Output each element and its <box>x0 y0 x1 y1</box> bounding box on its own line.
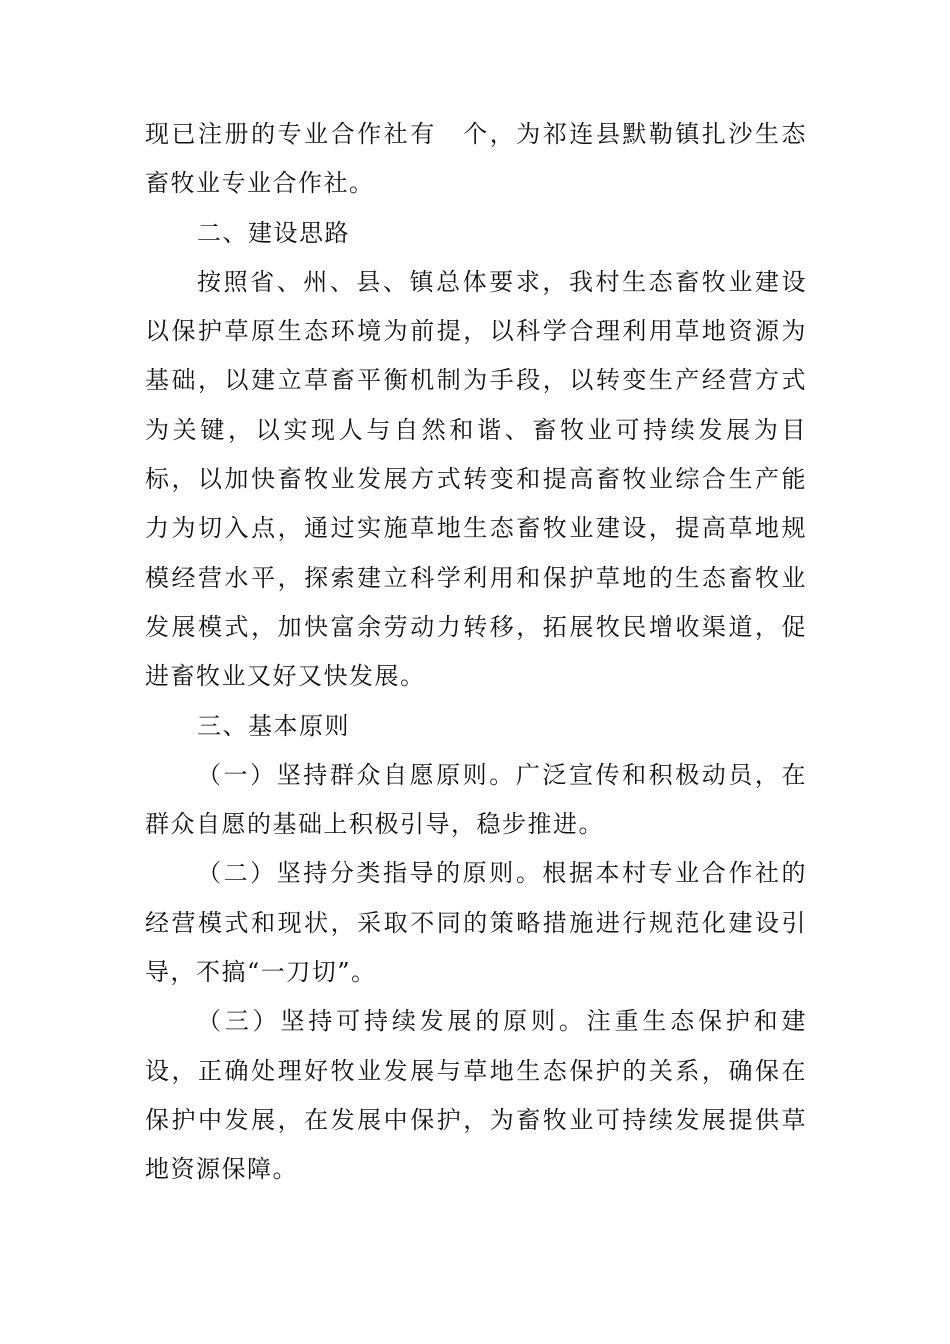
paragraph-principle-voluntary: （一）坚持群众自愿原则。广泛宣传和积极动员，在群众自愿的基础上积极引导，稳步推进。 <box>145 760 807 839</box>
paragraph-principle-sustainable: （三）坚持可持续发展的原则。注重生态保护和建设，正确处理好牧业发展与草地生态保护的关系，确保在保护中发展，在发展中保护，为畜牧业可持续发展提供草地资源保障。 <box>145 1007 807 1184</box>
section-heading-basic-principles: 三、基本原则 <box>197 711 350 740</box>
paragraph-principle-classified-guidance: （二）坚持分类指导的原则。根据本村专业合作社的经营模式和现状，采取不同的策略措施进行规范化建设引导，不搞“一刀切”。 <box>145 859 807 987</box>
section-heading-construction-approach: 二、建设思路 <box>197 218 350 247</box>
paragraph-intro-continued: 现已注册的专业合作社有 个，为祁连县默勒镇扎沙生态畜牧业专业合作社。 <box>145 120 807 198</box>
document-body <box>145 110 807 1195</box>
paragraph-construction-approach: 按照省、州、县、镇总体要求，我村生态畜牧业建设以保护草原生态环境为前提，以科学合理利用草地资源为基础，以建立草畜平衡机制为手段，以转变生产经营方式为关键，以实现人与自然和谐、畜牧业可持续发展为目标，以加快畜牧业发展方式转变和提高畜牧业综合生产能力为切入点，通过实施草地生态畜牧业建设，提高草地规模经营水平，探索建立科学利用和保护草地的生态畜牧业发展模式，加快富余劳动力转移，拓展牧民增收渠道，促进畜牧业又好又快发展。 <box>145 267 807 691</box>
